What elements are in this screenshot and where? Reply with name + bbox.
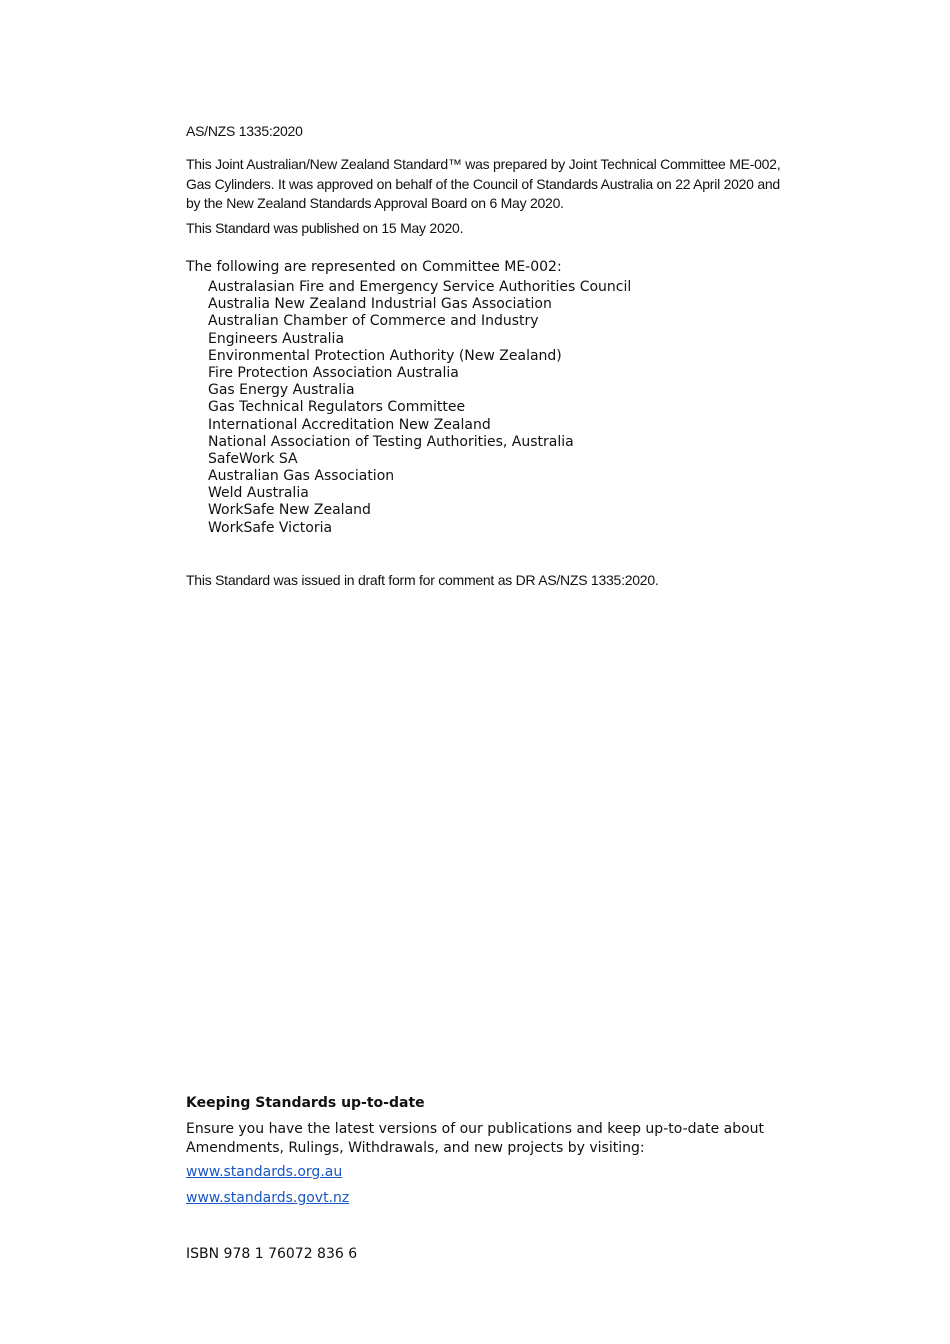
committee-member: WorkSafe New Zealand (208, 502, 371, 519)
committee-member: Australian Chamber of Commerce and Industry (208, 313, 539, 330)
committee-member: Australasian Fire and Emergency Service Authorities Council (208, 279, 632, 295)
committee-intro: The following are represented on Committee ME-002: (186, 259, 562, 275)
standards-au-link[interactable]: www.standards.org.au (186, 1164, 343, 1180)
committee-member: National Association of Testing Authorities, Australia (208, 433, 574, 450)
keeping-standards-heading: Keeping Standards up-to-date (186, 1095, 425, 1111)
committee-member: Environmental Protection Authority (New Zealand) (208, 347, 562, 364)
isbn-line: ISBN 978 1 76072 836 6 (186, 1246, 358, 1262)
draft-note: This Standard was issued in draft form for comment as DR AS/NZS 1335:2020. (186, 572, 659, 588)
committee-member: Fire Protection Association Australia (208, 364, 459, 381)
committee-member: International Accreditation New Zealand (208, 416, 491, 433)
standards-nz-link[interactable]: www.standards.govt.nz (186, 1190, 350, 1206)
standard-number: AS/NZS 1335:2020 (186, 123, 303, 139)
keeping-standards-paragraph: Ensure you have the latest versions of our publications and keep up-to-date about Amendments, Rulings, Withdrawals, and new projects by visiting: (186, 1121, 765, 1156)
committee-member-list (208, 279, 631, 537)
committee-member: Gas Energy Australia (208, 382, 355, 399)
committee-member: Australia New Zealand Industrial Gas Association (208, 296, 552, 313)
committee-member: Australian Gas Association (208, 468, 395, 485)
committee-member: WorkSafe Victoria (208, 519, 333, 536)
committee-member: Engineers Australia (208, 330, 345, 347)
committee-member: Weld Australia (208, 485, 309, 502)
preparation-paragraph: This Joint Australian/New Zealand Standard™ was prepared by Joint Technical Committee ME-002, Gas Cylinders. It was approved on behalf of the Council of Standards Australia on 22 April 2020 and by the New Zealand Standards Approval Board on 6 May 2020. (186, 156, 781, 211)
published-date-line: This Standard was published on 15 May 2020. (186, 220, 464, 236)
committee-member: Gas Technical Regulators Committee (208, 399, 466, 416)
committee-member: SafeWork SA (208, 450, 298, 467)
